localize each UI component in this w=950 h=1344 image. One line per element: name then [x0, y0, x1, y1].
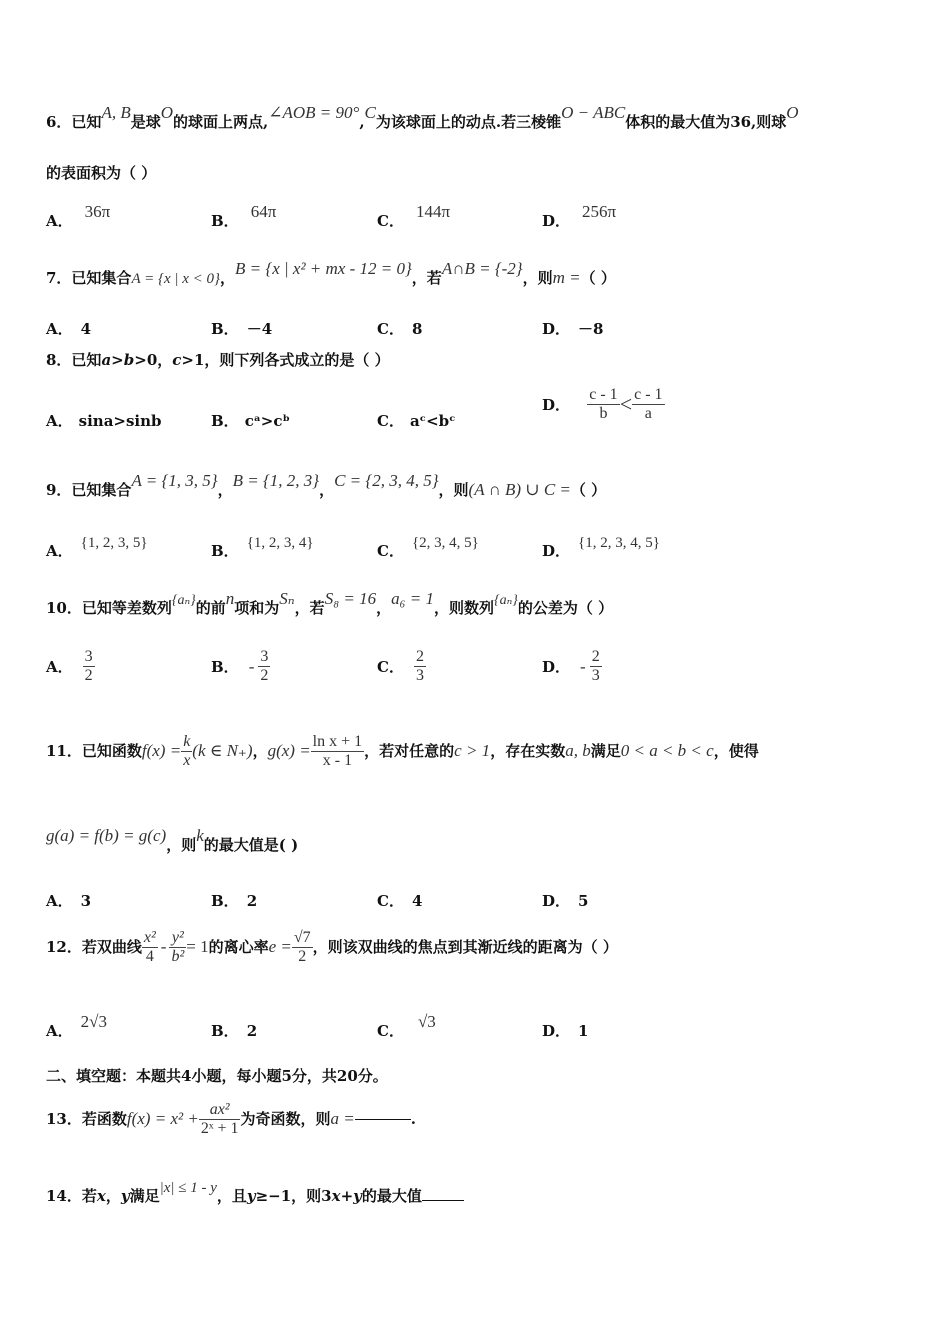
q6-option-b: B． 64π: [211, 202, 277, 230]
q6-text-5: 为该球面上的动点.若三棱锥: [375, 113, 562, 131]
q8-option-d: D． $\frac{c - 1}{b}$ < $\frac{c - 1}{a}$: [542, 386, 663, 422]
q7-math-4: m =: [552, 268, 581, 287]
q9-math-2: B = {1, 2, 3}: [232, 471, 320, 490]
question-9: 9．已知集合A = {1, 3, 5}，B = {1, 2, 3}，C = {2, 3, 4, 5}，则(A ∩ B) ∪ C =（ ）: [46, 471, 607, 499]
q6-text-6: 体积的最大值为36,则球: [625, 113, 787, 131]
q9-option-d: D． {1, 2, 3, 4, 5}: [542, 535, 660, 560]
question-10: 10．已知等差数列{aₙ}的前n项和为Sₙ，若S₈ = 16，a₆ = 1，则数列{aₙ}的公差为（ ）: [46, 589, 614, 617]
q12-option-b: B． 2: [211, 1022, 258, 1040]
question-11-line-2: g(a) = f(b) = g(c)，则k的最大值是( ): [46, 826, 299, 854]
q8-option-a: A． sina>sinb: [46, 412, 162, 430]
q7-text-1: 7．已知集合: [46, 269, 132, 287]
q7-math-3: A∩B = {-2}: [441, 259, 523, 278]
q6-math-5: O − ABC: [561, 103, 626, 122]
question-11: 11．已知函数f(x) = $\frac{k}{x}$ (k ∈ N₊)，g(x) = $\frac{\text{ln x + 1}}{x - 1}$ ，若对任意的c > 1，存在实数a, b满足0 < a < b < c，使得: [46, 732, 759, 769]
q10-math-2: n: [225, 589, 235, 608]
q6-math-4: C: [364, 103, 376, 122]
q12-option-a: A． 2√3: [46, 1012, 107, 1040]
q9-option-a: A． {1, 2, 3, 5}: [46, 535, 148, 560]
q7-option-a: A． 4: [46, 320, 92, 338]
question-14: 14．若x，y满足|x| ≤ 1 - y，且y≥−1，则3x+y的最大值: [46, 1186, 464, 1207]
q9-math-4: (A ∩ B) ∪ C =: [468, 480, 571, 499]
q10-option-d: D． - $\frac{2}{3}$: [542, 648, 600, 684]
section-2-heading: 二、填空题：本题共4小题，每小题5分，共20分。: [46, 1067, 388, 1085]
q7-option-d: D． －8: [542, 320, 604, 338]
q9-option-c: C． {2, 3, 4, 5}: [377, 535, 479, 560]
q11-option-b: B． 2: [211, 892, 258, 910]
q8-d-frac-2: $\frac{c - 1}{a}$: [634, 386, 663, 422]
q7-option-b: B． －4: [211, 320, 273, 338]
q13-answer-blank[interactable]: [355, 1119, 411, 1120]
q9-option-b: B． {1, 2, 3, 4}: [211, 535, 314, 560]
q6-math-3: ∠AOB = 90°: [268, 103, 360, 122]
q11-option-c: C． 4: [377, 892, 423, 910]
q10-math-1: {aₙ}: [171, 593, 196, 608]
q11-option-a: A． 3: [46, 892, 92, 910]
q10-math-6: {aₙ}: [494, 593, 518, 608]
q10-option-a: A． $\frac{3}{2}$: [46, 648, 93, 684]
q6-text-2: 是球: [130, 113, 161, 131]
q10-option-c: C． $\frac{2}{3}$: [377, 648, 424, 684]
q6-math-1: A, B: [101, 103, 131, 122]
q9-math-1: A = {1, 3, 5}: [131, 471, 218, 490]
question-6-line-2: 的表面积为（ ）: [46, 164, 157, 182]
q6-option-c: C． 144π: [377, 202, 451, 230]
q10-math-3: Sₙ: [279, 589, 295, 608]
q11-option-d: D． 5: [542, 892, 589, 910]
q12-option-c: C． √3: [377, 1012, 436, 1040]
q6-text-3: 的球面上两点,: [173, 113, 269, 131]
q8-option-b: B． cᵃ>cᵇ: [211, 412, 290, 430]
q9-math-3: C = {2, 3, 4, 5}: [334, 471, 439, 490]
q8-d-frac-1: $\frac{c - 1}{b}$: [589, 386, 618, 422]
q10-option-b: B． - $\frac{3}{2}$: [211, 648, 269, 684]
question-8: 8．已知a>b>0，c>1，则下列各式成立的是（ ）: [46, 351, 390, 369]
q8-option-c: C． aᶜ<bᶜ: [377, 412, 456, 430]
question-7: 7．已知集合A = {x | x < 0}，B = {x | x² + mx - 12 = 0}，若A∩B = {-2}，则m =（ ）: [46, 259, 616, 287]
q10-math-5: a₆ = 1: [391, 589, 434, 608]
q7-math-2: B = {x | x² + mx - 12 = 0}: [235, 259, 412, 278]
q12-option-d: D． 1: [542, 1022, 589, 1040]
q6-math-6: O: [786, 103, 799, 122]
q6-text-1: 6．已知: [46, 113, 102, 131]
question-12: 12．若双曲线 $\frac{\text{x²}}{4}$ - $\frac{\text{y²}}{\text{b²}}$ = 1的离心率e = $\frac{√7}{2}$ ，则该双曲线的焦点到其渐近线的距离为（ ）: [46, 928, 618, 965]
q7-math-1: A = {x | x < 0}: [131, 271, 221, 287]
question-6: [46, 103, 799, 132]
q10-math-4: S₈ = 16: [324, 589, 377, 608]
q6-text-4: ,: [359, 113, 365, 131]
q6-math-2: O: [160, 103, 174, 122]
q7-option-c: C． 8: [377, 320, 423, 338]
q6-option-d: D． 256π: [542, 202, 617, 230]
q6-option-a: A． 36π: [46, 202, 111, 230]
q14-answer-blank[interactable]: [422, 1186, 464, 1201]
question-13: 13．若函数f(x) = x² + $\frac{\text{ax²}}{\text{2ˣ + 1}}$ 为奇函数，则a = .: [46, 1100, 416, 1137]
